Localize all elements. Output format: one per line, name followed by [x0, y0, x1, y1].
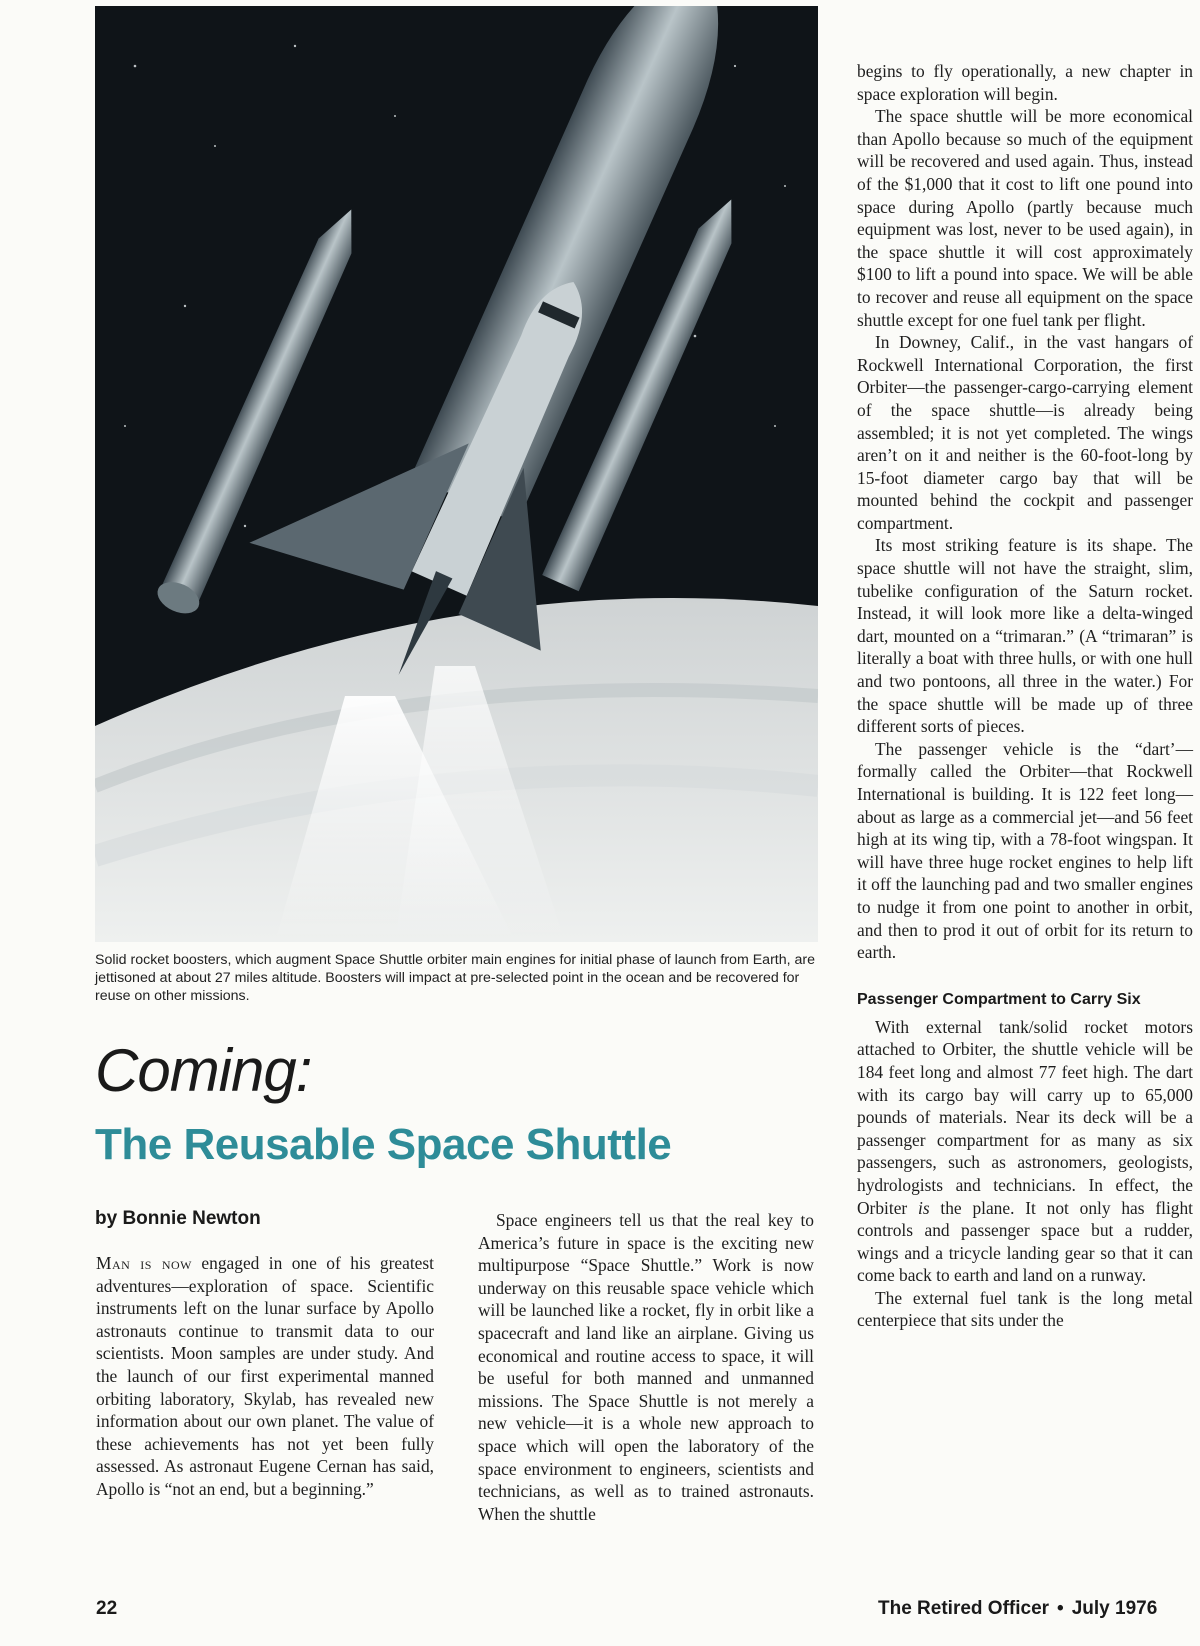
- article-column-2: [478, 1209, 814, 1525]
- byline: by Bonnie Newton: [95, 1208, 261, 1229]
- article-column-1: [96, 1252, 434, 1501]
- headline-title: The Reusable Space Shuttle: [95, 1120, 672, 1169]
- footer-separator: •: [1057, 1598, 1064, 1619]
- publication-name: The Retired Officer: [878, 1598, 1050, 1619]
- running-footer: [878, 1597, 1157, 1621]
- paragraph: [96, 1252, 434, 1501]
- page-number: 22: [96, 1598, 118, 1619]
- paragraph: Space engineers tell us that the real key to America’s future in space is the exciting new multipurpose “Space Shuttle.” Work is now underway on this reusable space vehicle which will be launched like a rocket, fly in orbit like a spacecraft and land like an airplane. Giving us economical and routine access to space, it will be useful for both manned and unmanned missions. The Space Shuttle is not merely a new vehicle—it is a whole new approach to space which will open the laboratory of the space environment to engineers, scientists and technicians, as well as to trained astronauts. When the shuttle: [478, 1210, 814, 1524]
- photo-caption: Solid rocket boosters, which augment Space Shuttle orbiter main engines for initial phase of launch from Earth, are jettisoned at about 27 miles altitude. Boosters will impact at pre-selected point in the ocean and be recovered for reuse on other missions.: [95, 952, 816, 1004]
- issue-date: July 1976: [1071, 1598, 1158, 1619]
- paragraph-text: engaged in one of his greatest adventures—exploration of space. Scientific instruments left on the lunar surface by Apollo astronauts continue to transmit data to our scientists. Moon samples are under study. And the launch of our first experimental manned orbiting laboratory, Skylab, has revealed new information about our own planet. The value of these achievements has not yet been fully assessed. As astronaut Eugene Cernan has said, Apollo is “not an end, but a beginning.”: [96, 1253, 434, 1499]
- paragraph: begins to fly operationally, a new chapter in space exploration will begin.: [857, 61, 1193, 104]
- emphasis: is: [918, 1197, 930, 1218]
- paragraph: The external fuel tank is the long metal centerpiece that sits under the: [857, 1287, 1193, 1331]
- paragraph: In Downey, Calif., in the vast hangars of Rockwell International Corporation, the first Orbiter—the passenger-cargo-carrying element of the space shuttle—is already being assembled; it is not yet completed. The wings aren’t on it and neither is the 60-foot-long by 15-foot diameter cargo bay that will be mounted behind the cockpit and passenger compartment.: [857, 332, 1193, 533]
- headline-kicker: Coming:: [95, 1037, 312, 1104]
- paragraph: [857, 1016, 1193, 1287]
- paragraph-text: With external tank/solid rocket motors attached to Orbiter, the shuttle vehicle will be 184 feet long and almost 77 feet high. The dart with its cargo bay will carry up to 65,000 pounds of materials. Near its deck will be a passenger compartment for as many as six passengers, such as astronomers, geologists, hydrologists and technicians. In effect, the Orbiter: [857, 1016, 1193, 1218]
- paragraph-text: the plane. It not only has flight controls and passenger space but a rudder, wings and a tricycle landing gear so that it can come back to earth and land on a runway.: [857, 1197, 1193, 1286]
- article-column-3: [857, 60, 1193, 1332]
- paragraph: The space shuttle will be more economical than Apollo because so much of the equipment will be recovered and used again. Thus, instead of the $1,000 that it cost to lift one pound into space during Apollo (partly because much equipment was lost, never to be used again), in the space shuttle it will cost approximately $100 to lift a pound into space. We will be able to recover and reuse all equipment on the space shuttle except for one fuel tank per flight.: [857, 106, 1193, 330]
- lead-in-smallcaps: Man is now: [96, 1253, 192, 1273]
- paragraph: Its most striking feature is its shape. The space shuttle will not have the straight, slim, tubelike configuration of the Saturn rocket. Instead, it will look more like a delta-winged dart, mounted on a “trimaran.” (A “trimaran” is literally a boat with three hulls, or with one hull and two pontoons, all three in the water.) For the space shuttle will be made up of three different sorts of pieces.: [857, 535, 1193, 737]
- shuttle-launch-picture: [95, 6, 818, 942]
- space-shuttle-illustration: [95, 6, 818, 942]
- section-heading: Passenger Compartment to Carry Six: [857, 990, 1141, 1008]
- paragraph: The passenger vehicle is the “dart’—formally called the Orbiter—that Rockwell International is building. It is 122 feet long—about as large as a commercial jet—and 56 feet high at its wing tip, with a 78-foot wingspan. It will have three huge rocket engines to help lift it off the launching pad and two smaller engines to nudge it from one point to another in orbit, and then to prod it out of orbit for its return to earth.: [857, 738, 1193, 963]
